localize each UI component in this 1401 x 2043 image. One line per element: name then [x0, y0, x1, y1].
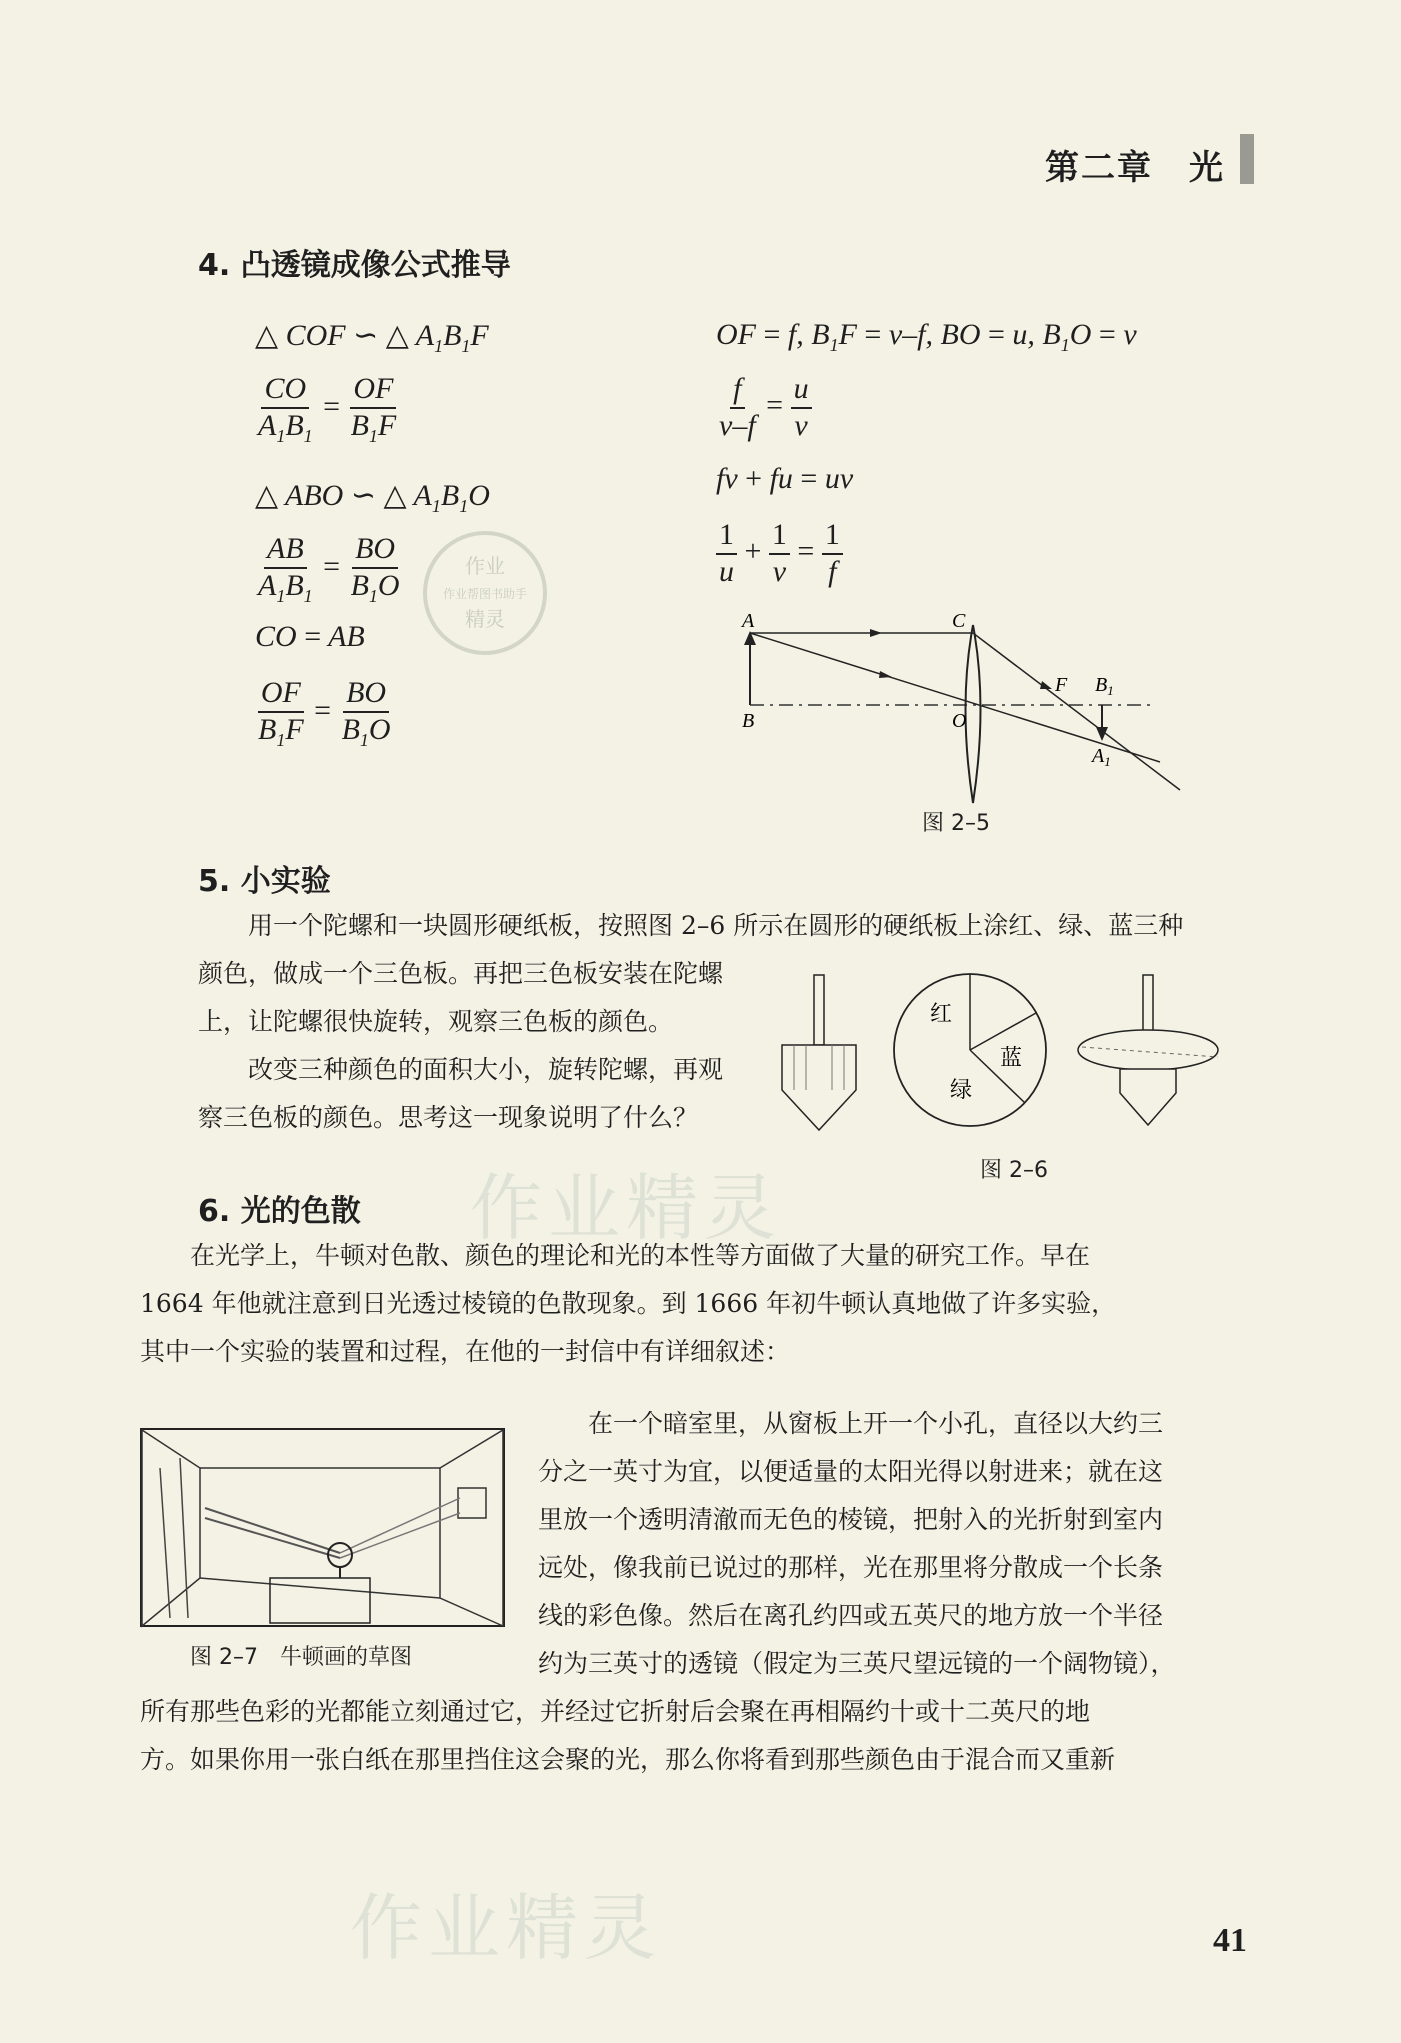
q-line-7: 所有那些色彩的光都能立刻通过它，并经过它折射后会聚在再相隔约十或十二英尺的地 — [140, 1697, 1091, 1726]
eq-co-ab: CO = AB — [255, 620, 365, 653]
ray-through-center — [750, 633, 1160, 762]
s5-line-3: 上，让陀螺很快旋转，观察三色板的颜色。 — [198, 1007, 674, 1036]
eq-fv-fu-uv: fv + fu = uv — [716, 462, 854, 495]
q-line-8: 方。如果你用一张白纸在那里挡住这会聚的光，那么你将看到那些颜色由于混合而又重新 — [140, 1745, 1116, 1774]
newton-sketch — [140, 1428, 505, 1628]
disk-label-green: 绿 — [950, 1078, 973, 1103]
s5-line-2: 颜色，做成一个三色板。再把三色板安装在陀螺 — [198, 959, 724, 988]
eq-ratio-3: $\frac{OF}{B_1F}$ = $\frac{BO}{B_1O}$ — [258, 676, 391, 750]
lens-diagram — [730, 605, 1200, 805]
chapter-tab-bar — [1240, 134, 1254, 184]
eq-ratio-fv: $\frac{f}{v-f}$ = $\frac{u}{v}$ — [716, 372, 812, 443]
q-line-3: 里放一个透明清澈而无色的棱镜，把射入的光折射到室内 — [538, 1505, 1164, 1534]
figure-2-5-caption: 图 2–5 — [922, 811, 990, 836]
convex-lens — [966, 625, 981, 803]
q-line-2: 分之一英寸为宜，以便适量的太阳光得以射进来；就在这 — [538, 1457, 1164, 1486]
section-5-title: 5. 小实验 — [198, 864, 331, 899]
section-6-title: 6. 光的色散 — [198, 1194, 361, 1229]
stamp-text-mid: 作业帮图书助手 — [442, 587, 528, 601]
eq-ratio-1: $\frac{CO}{A_1B_1}$ = $\frac{OF}{B_1F}$ — [258, 372, 397, 446]
watermark-1: 作业精灵 — [470, 1166, 783, 1250]
stamp-text-top: 作业 — [465, 554, 505, 578]
label-B1: $B_1$ — [1095, 674, 1114, 698]
stamp-text-bot: 精灵 — [465, 607, 505, 631]
section-6-intro — [140, 1232, 1253, 1376]
label-F: F — [1055, 674, 1068, 696]
disk-label-red: 红 — [930, 1002, 953, 1027]
figure-2-6-caption: 图 2–6 — [980, 1158, 1048, 1183]
label-O: O — [952, 710, 967, 732]
eq-ratio-2: $\frac{AB}{A_1B_1}$ = $\frac{BO}{B_1O}$ — [258, 532, 400, 606]
q-line-5: 线的彩色像。然后在离孔约四或五英尺的地方放一个半径 — [538, 1601, 1164, 1630]
label-A: A — [742, 610, 755, 632]
watermark-2: 作业精灵 — [350, 1886, 663, 1970]
q-line-4: 远处，像我前已说过的那样，光在那里将分散成一个长条 — [538, 1553, 1164, 1582]
stamp-watermark — [420, 528, 550, 658]
quote-block-narrow — [538, 1400, 1253, 1688]
label-A1: $A_1$ — [1092, 745, 1111, 769]
eq-similar-cof: △ COF ∽ △ $A_1B_1F$ — [255, 319, 489, 356]
figure-2-7-caption: 图 2–7 牛顿画的草图 — [190, 1645, 412, 1670]
s5-line-4: 改变三种颜色的面积大小，旋转陀螺，再观 — [248, 1055, 724, 1084]
s6-line-3: 其中一个实验的装置和过程，在他的一封信中有详细叙述： — [140, 1337, 791, 1366]
label-B: B — [742, 710, 755, 732]
s6-line-2: 1664 年他就注意到日光透过棱镜的色散现象。到 1666 年初牛顿认真地做了许多实验， — [140, 1289, 1117, 1318]
eq-definitions: OF = f, $B_1F = v-f$, BO = u, $B_1O = v$ — [716, 318, 1137, 355]
chapter-header: 第二章 光 — [1045, 148, 1225, 188]
s5-line-5: 察三色板的颜色。思考这一现象说明了什么？ — [198, 1103, 699, 1132]
ray-through-focus — [973, 633, 1180, 790]
quote-block-wide — [140, 1688, 1253, 1784]
label-C: C — [952, 610, 966, 632]
eq-similar-abo: △ ABO ∽ △ $A_1B_1O$ — [255, 479, 490, 516]
s5-line-1: 用一个陀螺和一块圆形硬纸板，按照图 2–6 所示在圆形的硬纸板上涂红、绿、蓝三种 — [248, 911, 1184, 940]
spinning-top-figure — [770, 965, 1230, 1135]
q-line-6: 约为三英寸的透镜（假定为三英尺望远镜的一个阔物镜）， — [538, 1649, 1176, 1678]
section-4-title: 4. 凸透镜成像公式推导 — [198, 248, 511, 283]
q-line-1: 在一个暗室里，从窗板上开一个小孔，直径以大约三 — [588, 1409, 1164, 1438]
page-number: 41 — [1213, 1922, 1247, 1959]
s6-line-1: 在光学上，牛顿对色散、颜色的理论和光的本性等方面做了大量的研究工作。早在 — [190, 1241, 1091, 1270]
disk-label-blue: 蓝 — [1000, 1046, 1023, 1071]
eq-lens-formula: $\frac{1}{u}$ + $\frac{1}{v}$ = $\frac{1}{f}$ — [716, 518, 843, 589]
